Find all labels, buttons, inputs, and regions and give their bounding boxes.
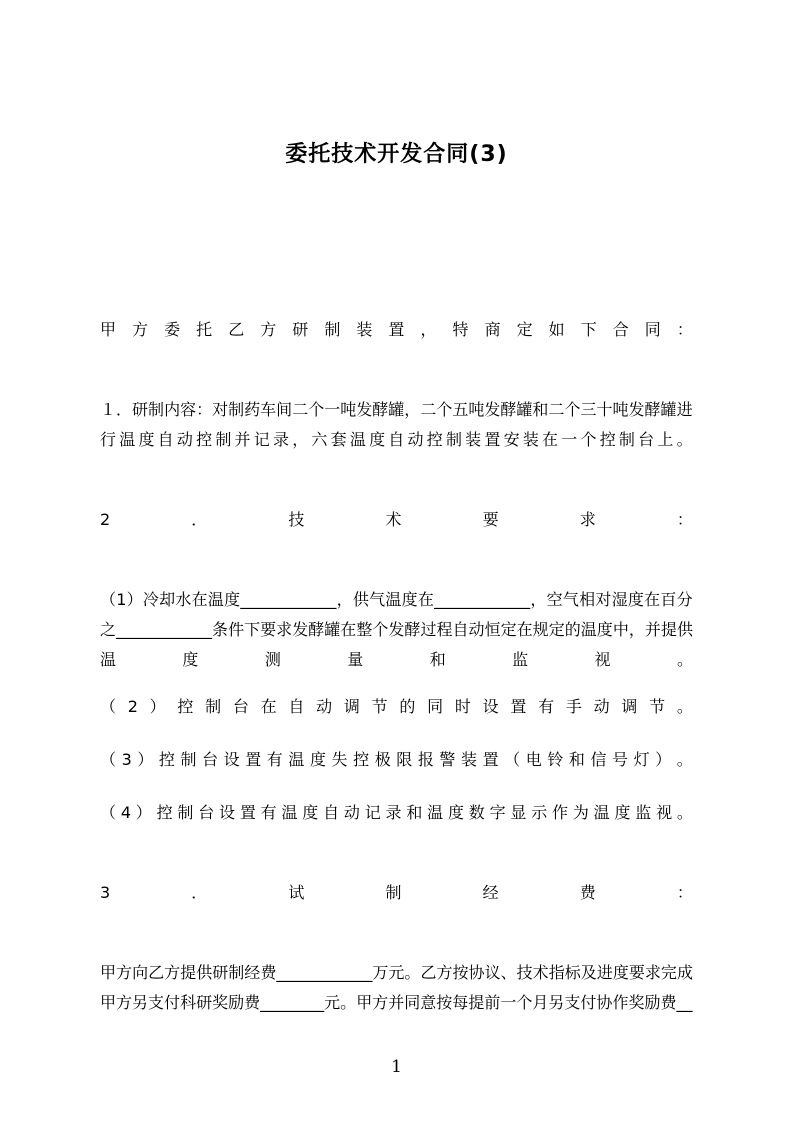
heading-2-technical-requirements: 2 ． 技 术 要 求 ： [100, 510, 693, 529]
clause-1-line-1: １ ． 研 制 内 容 ： 对 制 药 车 间 二 个 一 吨 发 酵 罐 ， 二 个 五 吨 发 酵 罐 和 二 个 三 十 吨 发 酵 罐 进 [100, 400, 693, 419]
clause-2-1-line-3: 温 度 测 量 和 监 视 。 [100, 650, 693, 669]
page-number: 1 [391, 1057, 402, 1077]
document-title: 委托技术开发合同(3) [285, 142, 508, 167]
intro-line: 甲 方 委 托 乙 方 研 制 装 置 ， 特 商 定 如 下 合 同 ： [100, 320, 693, 339]
clause-2-3-alarm-device: （ 3 ） 控 制 台 设 置 有 温 度 失 控 极 限 报 警 装 置 （ 电 铃 和 信 号 灯 ） 。 [100, 750, 693, 769]
clause-2-1-line-1: （ 1 ） 冷 却 水 在 温 度 ____________ ， 供 气 温 度 在 ____________ ， 空 气 相 对 湿 度 在 百 分 [100, 590, 693, 609]
clause-3-line-2: 甲 方 另 支 付 科 研 奖 励 费 ________ 元 。 甲 方 并 同 意 按 每 提 前 一 个 月 另 支 付 协 作 奖 励 费 __ [100, 993, 693, 1012]
clause-3-funding [100, 958, 693, 1018]
clause-3-line-1: 甲 方 向 乙 方 提 供 研 制 经 费 ____________ 万 元 。 乙 方 按 协 议 、 技 术 指 标 及 进 度 要 求 完 成 [100, 963, 693, 982]
clause-2-4-temperature-record: （ 4 ） 控 制 台 设 置 有 温 度 自 动 记 录 和 温 度 数 字 显 示 作 为 温 度 监 视 。 [100, 803, 693, 822]
clause-1-development-content [100, 395, 693, 455]
clause-2-1-cooling-water [100, 585, 693, 675]
clause-2-2-manual-adjust: （ 2 ） 控 制 台 在 自 动 调 节 的 同 时 设 置 有 手 动 调 节 。 [100, 697, 693, 716]
clause-2-1-line-2: 之 ____________ 条 件 下 要 求 发 酵 罐 在 整 个 发 酵 过 程 自 动 恒 定 在 规 定 的 温 度 中 ， 并 提 供 [100, 620, 693, 639]
heading-3-trial-funds: 3 ． 试 制 经 费 ： [100, 883, 693, 902]
clause-1-line-2: 行 温 度 自 动 控 制 并 记 录 ， 六 套 温 度 自 动 控 制 装 置 安 装 在 一 个 控 制 台 上 。 [100, 430, 693, 449]
